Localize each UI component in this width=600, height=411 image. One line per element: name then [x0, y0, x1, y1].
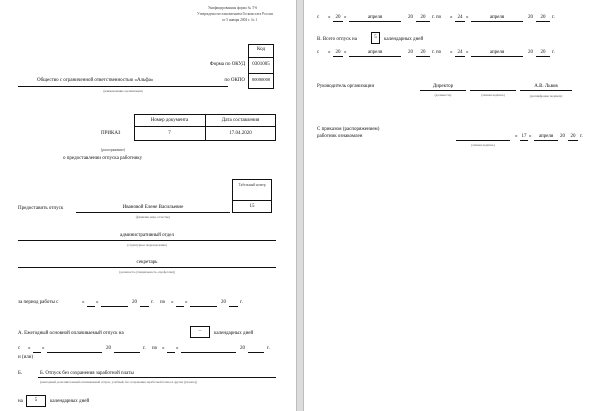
section-b-days-unit: календарных дней [50, 399, 90, 404]
p2-bottom-year-from: 20 [420, 50, 426, 55]
document-number-header: Номер документа [150, 118, 189, 123]
form-header-line2: Утверждена постановлением Госкомстата России [197, 12, 273, 16]
section-a-year-suffix: г. [267, 346, 270, 351]
p2-bottom-year-from-line [416, 56, 430, 57]
employee-name: Ивановой Елене Васильевне [122, 205, 184, 210]
p2-top-q-open: « [450, 15, 453, 20]
p2-bottom-year-prefix-to: 20 [528, 50, 533, 55]
p2-bottom-year-to: 20 [540, 50, 546, 55]
p2-top-po: г. по [432, 15, 442, 20]
ack-q-open: « [515, 134, 518, 139]
section-b-days-value: 5 [34, 398, 38, 403]
p2-top-day-to: 24 [457, 15, 463, 20]
order-subtitle: (распоряжение) [101, 148, 126, 152]
section-a-q-open: « [162, 346, 165, 351]
p2-top-day-to-line [455, 21, 465, 22]
p2-bottom-day-to-line [455, 56, 465, 57]
p2-bottom-month-to-line [471, 56, 523, 57]
p2-bottom-day-from: 20 [335, 50, 341, 55]
section-a-year-suffix: г. [143, 346, 146, 351]
p2-bottom-day-to: 24 [457, 50, 463, 55]
head-name: А.В. Львов [534, 84, 558, 89]
head-position-caption: (должность) [434, 93, 452, 97]
grant-label: Предоставить отпуск [18, 206, 64, 211]
p2-bottom-q-open: « [328, 50, 331, 55]
position-underline [18, 267, 276, 268]
section-a-year-prefix: 20 [240, 346, 245, 351]
section-b-underline [38, 377, 276, 378]
period-year-line [140, 306, 149, 307]
organization-underline [18, 86, 228, 87]
period-year-prefix: 20 [132, 300, 137, 305]
period-po: по [160, 300, 166, 305]
total-label: В. Всего отпуск на [317, 37, 357, 42]
employee-caption: (фамилия, имя, отчество) [135, 215, 171, 219]
department-name: административный отдел [119, 233, 174, 238]
tabel-divider [232, 200, 272, 201]
section-b-letter: Б. [18, 371, 23, 376]
period-day-line [87, 306, 95, 307]
section-a-q-open: « [28, 346, 31, 351]
period-q-close: » [185, 300, 188, 305]
ack-year-suffix: г. [580, 134, 583, 139]
section-a-day-line [167, 352, 175, 353]
period-month-line [190, 306, 217, 307]
p2-top-year-to-line [536, 21, 550, 22]
section-a-s: с [18, 346, 21, 351]
tabel-value: 15 [249, 204, 255, 209]
p2-top-s: с [317, 15, 320, 20]
p2-top-q-open: « [328, 15, 331, 20]
p2-top-month-from-line [349, 21, 401, 22]
p2-top-year-suffix: г. [552, 15, 555, 20]
p2-bottom-q-close: » [466, 50, 469, 55]
section-b-caption: (ежегодный дополнительный оплачиваемый отпуск, учебный, без сохранения заработной платы и другие (указать)) [40, 380, 198, 384]
codes-divider [248, 57, 274, 58]
okpo-label: по ОКПО [224, 78, 245, 83]
p2-bottom-po: г. по [432, 50, 442, 55]
period-q-open: « [171, 300, 174, 305]
head-label: Руководитель организации [317, 84, 375, 89]
p2-bottom-day-from-line [333, 56, 343, 57]
p2-bottom-q-close: » [344, 50, 347, 55]
p2-bottom-year-suffix: г. [552, 50, 555, 55]
okpo-value: 00000000 [251, 77, 271, 82]
p2-bottom-month-to: апреля [489, 50, 505, 55]
position-name: секретарь [136, 260, 158, 265]
p2-top-year-to: 20 [540, 15, 546, 20]
document-page-2 [304, 0, 600, 411]
p2-top-year-from-line [416, 21, 430, 22]
ack-year: 20 [570, 134, 576, 139]
section-a-year-line [248, 352, 264, 353]
section-a-year-prefix: 20 [106, 346, 111, 351]
section-a-day-line [33, 352, 41, 353]
organization-name: Общество с ограниченной ответственностью «Альфа» [37, 78, 154, 83]
head-signature-line [470, 90, 516, 91]
document-date: 17.04.2020 [229, 131, 252, 136]
period-month-line [101, 306, 128, 307]
section-a-month-line [181, 352, 236, 353]
section-a-po: по [152, 346, 158, 351]
period-year-suffix: г. [240, 300, 243, 305]
period-label: за период работы с [18, 300, 59, 305]
p2-bottom-year-to-line [536, 56, 550, 57]
ack-q-close: » [529, 134, 532, 139]
department-caption: (структурное подразделение) [127, 243, 167, 247]
order-title: ПРИКАЗ [101, 131, 121, 136]
codes-header: Код [257, 47, 265, 52]
head-name-line [520, 90, 572, 91]
p2-top-day-from-line [333, 21, 343, 22]
p2-top-q-close: » [344, 15, 347, 20]
p2-top-month-to-line [471, 21, 523, 22]
ack-signature-caption: (личная подпись) [471, 143, 495, 147]
head-name-caption: (расшифровка подписи) [529, 94, 563, 98]
department-underline [18, 240, 276, 241]
head-position: Директор [432, 84, 454, 89]
document-date-header: Дата составления [221, 118, 260, 123]
head-signature-caption: (личная подпись) [481, 93, 505, 97]
organization-caption: (наименование организации) [103, 89, 143, 93]
period-q-open: « [82, 300, 85, 305]
section-b-na: на [18, 399, 23, 404]
employee-underline [76, 212, 230, 213]
ack-line2: работник ознакомлен [317, 134, 363, 139]
p2-bottom-q-open: « [450, 50, 453, 55]
period-year-suffix: г. [151, 300, 154, 305]
form-header-line3: от 5 января 2004 г. № 1 [222, 18, 258, 22]
codes-divider [248, 73, 274, 74]
section-a-q-close: » [42, 346, 45, 351]
p2-top-q-close: » [466, 15, 469, 20]
form-header-line1: Унифицированная форма № Т-6 [208, 6, 258, 10]
section-a-label: А. Ежегодный основной оплачиваемый отпуск на [18, 331, 124, 336]
total-days-value: 5 [374, 35, 377, 40]
p2-top-year-from: 20 [420, 15, 426, 20]
p2-top-month-from: апреля [367, 15, 383, 20]
p2-top-month-to: апреля [489, 15, 505, 20]
ack-day-line [520, 140, 528, 141]
section-b-label: Б. Отпуск без сохранения заработной платы [40, 371, 134, 376]
document-number: 7 [168, 131, 171, 136]
ack-year-line [568, 140, 578, 141]
order-about: о предоставлении отпуска работнику [63, 156, 143, 161]
ack-month-line [534, 140, 558, 141]
ack-year-prefix: 20 [560, 134, 565, 139]
position-caption: (должность (специальность, профессия)) [119, 270, 175, 274]
period-year-prefix: 20 [221, 300, 226, 305]
p2-bottom-month-from-line [349, 56, 401, 57]
period-q-close: » [96, 300, 99, 305]
total-days-unit: календарных дней [384, 37, 424, 42]
section-a-month-line [47, 352, 102, 353]
section-a-year-line [114, 352, 140, 353]
okud-label: Форма по ОКУД [209, 62, 245, 67]
document-page-1 [0, 0, 296, 411]
head-position-line [420, 90, 466, 91]
p2-top-year-prefix-to: 20 [528, 15, 533, 20]
period-year-line [229, 306, 238, 307]
section-a-q-close: » [176, 346, 179, 351]
p2-top-year-prefix-from: 20 [408, 15, 413, 20]
okud-value: 0301005 [252, 62, 270, 67]
p2-top-day-from: 20 [335, 15, 341, 20]
page-separator [296, 0, 304, 411]
section-a-days-value: – [198, 329, 202, 334]
ack-signature-line [456, 140, 510, 141]
p2-bottom-s: с [317, 50, 320, 55]
p2-bottom-year-prefix-from: 20 [408, 50, 413, 55]
tabel-header: Табельный номер [238, 183, 266, 187]
ack-day: 17 [521, 134, 527, 139]
period-day-line [176, 306, 184, 307]
section-a-or: и (или) [18, 355, 34, 360]
ack-month: апреля [538, 134, 554, 139]
section-a-days-unit: календарных дней [214, 331, 254, 336]
ack-line1: С приказом (распоряжением) [317, 127, 380, 132]
p2-bottom-month-from: апреля [367, 50, 383, 55]
